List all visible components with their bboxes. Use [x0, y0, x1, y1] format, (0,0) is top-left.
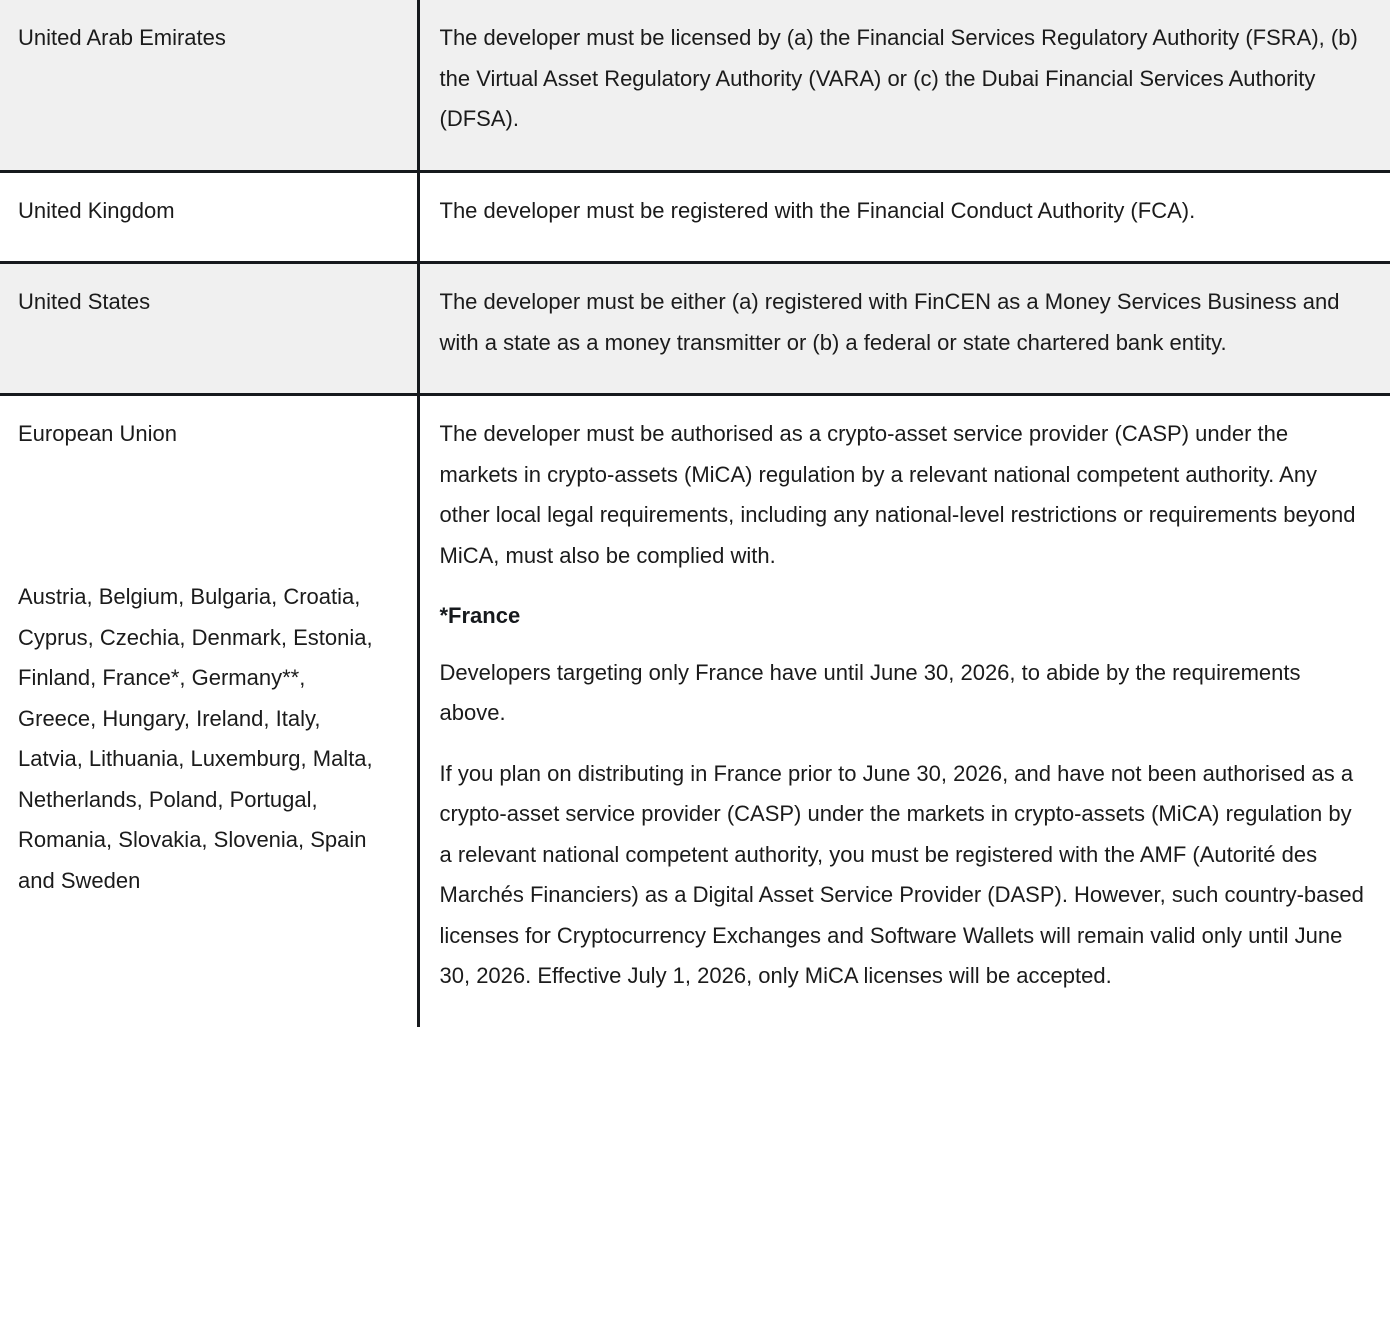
requirement-cell-us — [418, 263, 1390, 395]
requirement-paragraph: The developer must be registered with the Financial Conduct Authority (FCA). — [439, 197, 1196, 223]
country-cell-us — [0, 263, 418, 395]
requirement-subheading-france: *France — [439, 603, 521, 628]
table-row — [0, 0, 1390, 171]
requirement-cell-eu — [418, 395, 1390, 1027]
requirement-paragraph: The developer must be authorised as a crypto-asset service provider (CASP) under the markets in crypto-assets (MiCA) regulation by a relevant national competent authority. Any other local legal requirements, including any national-level restrictions or requirements beyond MiCA, must also be complied with. — [439, 421, 1356, 568]
requirement-paragraph: The developer must be licensed by (a) the Financial Services Regulatory Authority (FSRA), (b) the Virtual Asset Regulatory Authority (VARA) or (c) the Dubai Financial Services Authority (DFSA). — [439, 25, 1358, 131]
country-name: United Kingdom — [18, 197, 175, 223]
table-row — [0, 171, 1390, 263]
requirement-cell-uk — [418, 171, 1390, 263]
requirement-cell-uae — [418, 0, 1390, 171]
requirement-paragraph: The developer must be either (a) registered with FinCEN as a Money Services Business and with a state as a money transmitter or (b) a federal or state chartered bank entity. — [439, 289, 1340, 355]
table-row — [0, 263, 1390, 395]
requirement-paragraph: Developers targeting only France have until June 30, 2026, to abide by the requirements above. — [439, 659, 1301, 725]
country-cell-eu — [0, 395, 418, 1027]
country-member-list: Austria, Belgium, Bulgaria, Croatia, Cyprus, Czechia, Denmark, Estonia, Finland, France*, Germany**, Greece, Hungary, Ireland, Italy, Latvia, Lithuania, Luxemburg, Malta, Netherlands, Poland, Portugal, Romania, Slovakia, Slovenia, Spain and Sweden — [18, 584, 373, 893]
country-cell-uk — [0, 171, 418, 263]
table-row — [0, 395, 1390, 1027]
country-name: United States — [18, 289, 151, 314]
requirement-paragraph: If you plan on distributing in France prior to June 30, 2026, and have not been authorised as a crypto-asset service provider (CASP) under the markets in crypto-assets (MiCA) regulation by a relevant national competent authority, you must be registered with the AMF (Autorité des Marchés Financiers) as a Digital Asset Service Provider (DASP). However, such country-based licenses for Cryptocurrency Exchanges and Software Wallets will remain valid only until June 30, 2026. Effective July 1, 2026, only MiCA licenses will be accepted. — [439, 760, 1364, 988]
country-name: United Arab Emirates — [18, 25, 226, 50]
country-name: European Union — [18, 421, 178, 446]
country-cell-uae — [0, 0, 418, 171]
